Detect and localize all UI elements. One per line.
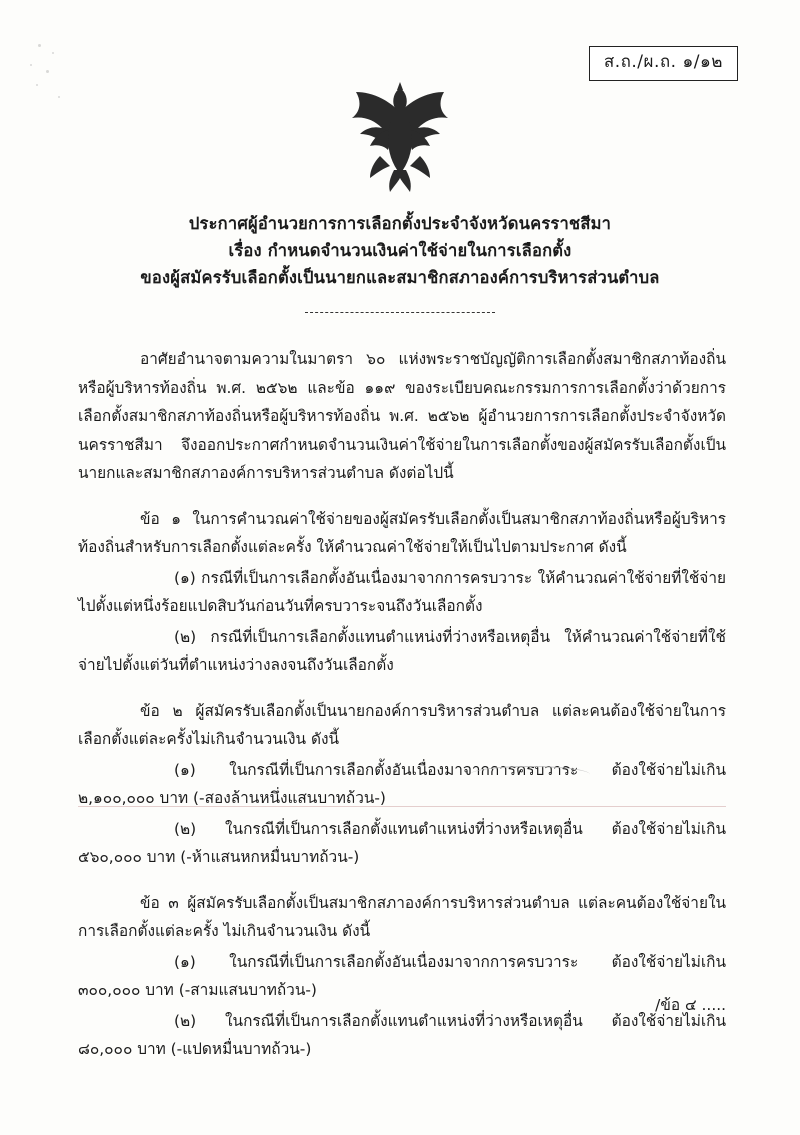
paragraph: ข้อ ๓ ผู้สมัครรับเลือกตั้งเป็นสมาชิกสภาองค์การบริหารส่วนตำบล แต่ละคนต้องใช้จ่ายในการเลือกตั้งแต่ละครั้ง ไม่เกินจำนวนเงิน ดังนี้ <box>78 893 726 940</box>
paragraph: (๑) ในกรณีที่เป็นการเลือกตั้งอันเนื่องมาจากการครบวาระ ต้องใช้จ่ายไม่เกิน ๓๐๐,๐๐๐ บาท (-สามแสนบาทถ้วน-) <box>78 952 726 999</box>
paragraph: อาศัยอำนาจตามความในมาตรา ๖๐ แห่งพระราชบัญญัติการเลือกตั้งสมาชิกสภาท้องถิ่นหรือผู้บริหารท้องถิ่น พ.ศ. ๒๕๖๒ และข้อ ๑๑๙ ของระเบียบคณะกรรมการการเลือกตั้งว่าด้วยการเลือกตั้งสมาชิกสภาท้องถิ่นหรือผู้บริหารท้องถิ่น พ.ศ. ๒๕๖๒ ผู้อำนวยการการเลือกตั้งประจำจังหวัดนครราชสีมา จึงออกประกาศกำหนดจำนวนเงินค่าใช้จ่ายในการเลือกตั้งของผู้สมัครรับเลือกตั้งเป็นนายกและสมาชิกสภาองค์การบริหารส่วนตำบล ดังต่อไปนี้ <box>78 350 726 482</box>
paragraph: (๒) ในกรณีที่เป็นการเลือกตั้งแทนตำแหน่งที่ว่างหรือเหตุอื่น ต้องใช้จ่ายไม่เกิน ๕๖๐,๐๐๐ บาท (-ห้าแสนหกหมื่นบาทถ้วน-) <box>78 819 726 866</box>
scan-artifact <box>470 766 590 783</box>
scan-speckle <box>30 64 32 66</box>
scan-artifact <box>78 806 726 807</box>
page-continuation-note: /ข้อ ๔ ..... <box>655 996 726 1014</box>
document-titles <box>0 210 800 291</box>
paragraph: (๑) ในกรณีที่เป็นการเลือกตั้งอันเนื่องมาจากการครบวาระ ต้องใช้จ่ายไม่เกิน ๒,๑๐๐,๐๐๐ บาท (-สองล้านหนึ่งแสนบาทถ้วน-) <box>78 760 726 807</box>
paragraph: (๒) กรณีที่เป็นการเลือกตั้งแทนตำแหน่งที่ว่างหรือเหตุอื่น ให้คำนวณค่าใช้จ่ายที่ใช้จ่ายไปตั้งแต่วันที่ตำแหน่งว่างลงจนถึงวันเลือกตั้ง <box>78 627 726 674</box>
scan-speckle <box>38 44 41 47</box>
garuda-emblem <box>0 82 800 197</box>
title-line-1: ประกาศผู้อำนวยการการเลือกตั้งประจำจังหวัดนครราชสีมา <box>188 214 612 233</box>
title-divider <box>305 312 495 313</box>
scan-speckle <box>52 52 54 54</box>
form-code: ส.ถ./ผ.ถ. ๑/๑๒ <box>589 46 738 81</box>
paragraph: (๒) ในกรณีที่เป็นการเลือกตั้งแทนตำแหน่งที่ว่างหรือเหตุอื่น ต้องใช้จ่ายไม่เกิน ๘๐,๐๐๐ บาท (-แปดหมื่นบาทถ้วน-) <box>78 1011 726 1058</box>
document-body <box>78 345 726 1066</box>
title-line-2: เรื่อง กำหนดจำนวนเงินค่าใช้จ่ายในการเลือกตั้ง <box>228 241 572 260</box>
paragraph: (๑) กรณีที่เป็นการเลือกตั้งอันเนื่องมาจากการครบวาระ ให้คำนวณค่าใช้จ่ายที่ใช้จ่ายไปตั้งแต่หนึ่งร้อยแปดสิบวันก่อนวันที่ครบวาระจนถึงวันเลือกตั้ง <box>78 568 726 615</box>
paragraph: ข้อ ๑ ในการคำนวณค่าใช้จ่ายของผู้สมัครรับเลือกตั้งเป็นสมาชิกสภาท้องถิ่นหรือผู้บริหารท้องถิ่นสำหรับการเลือกตั้งแต่ละครั้ง ให้คำนวณค่าใช้จ่ายให้เป็นไปตามประกาศ ดังนี้ <box>78 509 726 556</box>
title-line-3: ของผู้สมัครรับเลือกตั้งเป็นนายกและสมาชิกสภาองค์การบริหารส่วนตำบล <box>140 268 660 287</box>
scan-speckle <box>46 70 49 73</box>
paragraph: ข้อ ๒ ผู้สมัครรับเลือกตั้งเป็นนายกองค์การบริหารส่วนตำบล แต่ละคนต้องใช้จ่ายในการเลือกตั้งแต่ละครั้งไม่เกินจำนวนเงิน ดังนี้ <box>78 701 726 748</box>
